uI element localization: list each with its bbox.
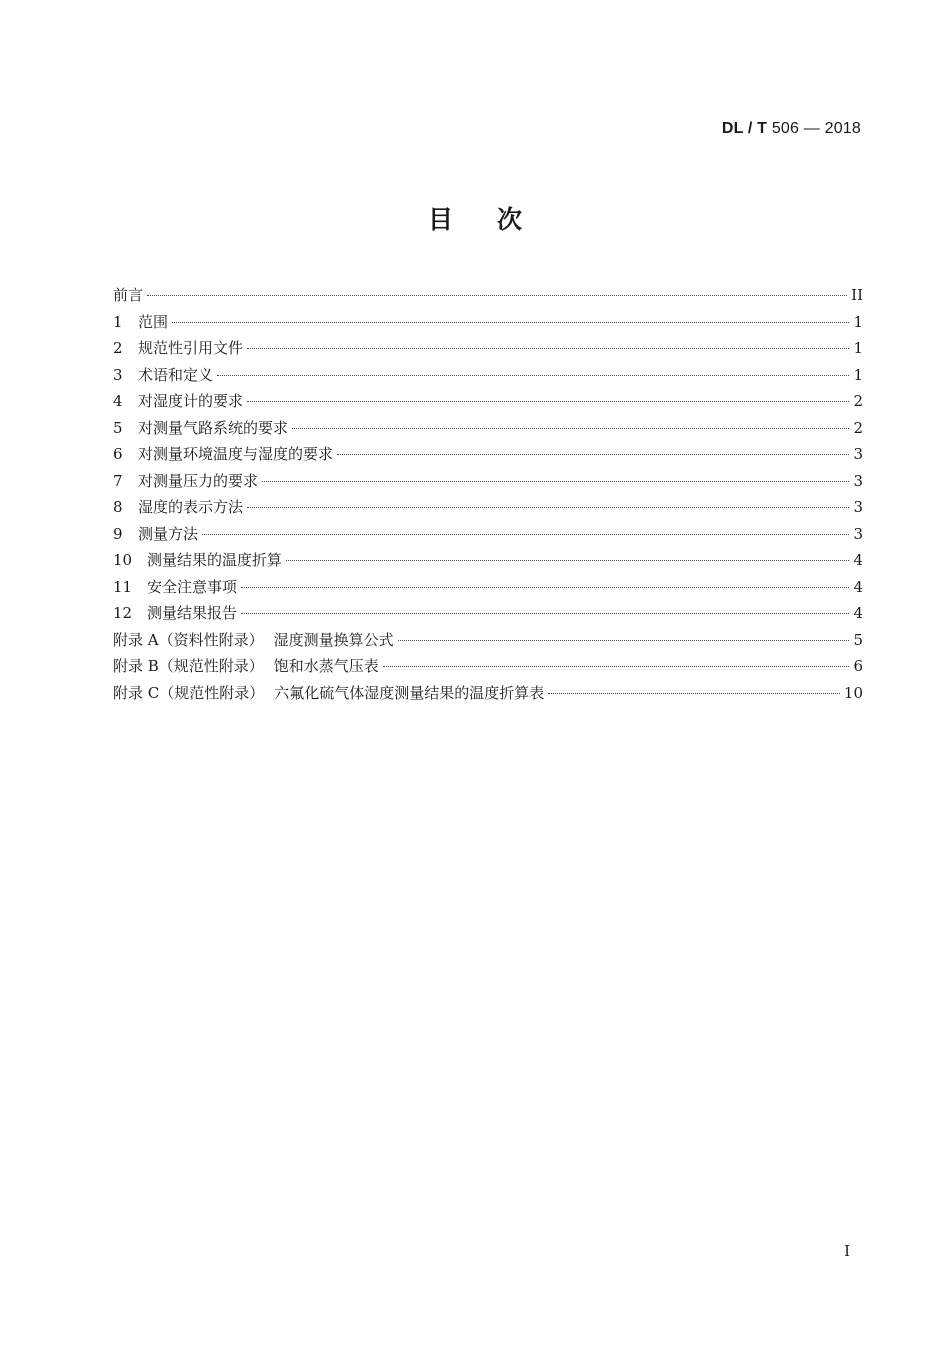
page-title: 目次 <box>427 205 566 234</box>
toc-entry-8[interactable] <box>113 494 863 521</box>
toc-entry-page: 4 <box>853 551 863 569</box>
toc-entry-page: 3 <box>853 445 863 463</box>
toc-dot-leader <box>172 322 849 323</box>
toc-entry-label: 对测量环境温度与湿度的要求 <box>138 445 334 463</box>
toc-entry-page: 3 <box>853 498 863 516</box>
toc-entry-page: 5 <box>853 630 863 649</box>
toc-entry-page: 2 <box>853 392 863 410</box>
toc-entry-label: 对湿度计的要求 <box>138 392 244 410</box>
toc-entry-label: 六氟化硫气体湿度测量结果的温度折算表 <box>274 683 545 702</box>
document-code-prefix: DL / T <box>721 120 772 137</box>
toc-dot-leader <box>383 666 850 667</box>
toc-entry-number: 12 <box>113 604 133 622</box>
toc-entry-number: 附录 A（资料性附录） <box>113 630 264 649</box>
toc-dot-leader <box>262 481 849 482</box>
toc-dot-leader <box>241 587 849 588</box>
toc-entry-label: 对测量气路系统的要求 <box>138 418 289 437</box>
toc-entry-1[interactable] <box>113 309 863 336</box>
toc-entry-page: 3 <box>853 524 863 543</box>
toc-dot-leader <box>247 507 849 508</box>
toc-entry-foreword[interactable] <box>113 282 863 309</box>
toc-entry-label: 范围 <box>138 312 169 331</box>
toc-entry-label: 安全注意事项 <box>147 577 238 596</box>
toc-dot-leader <box>292 428 849 429</box>
toc-entry-page: 1 <box>853 312 863 331</box>
toc-entry-number: 6 <box>113 445 123 463</box>
toc-entry-appendix-b[interactable] <box>113 653 863 680</box>
toc-entry-6[interactable] <box>113 441 863 468</box>
toc-entry-number: 3 <box>113 365 123 384</box>
toc-dot-leader <box>398 640 850 641</box>
document-code-number: 506 — 2018 <box>771 120 861 137</box>
toc-entry-number: 5 <box>113 418 123 437</box>
table-of-contents <box>113 282 863 706</box>
toc-dot-leader <box>241 613 849 614</box>
toc-dot-leader <box>247 348 849 349</box>
toc-entry-label: 对测量压力的要求 <box>138 471 259 490</box>
toc-entry-label: 湿度的表示方法 <box>138 498 244 516</box>
toc-entry-5[interactable] <box>113 415 863 442</box>
toc-entry-number: 附录 B（规范性附录） <box>113 657 264 675</box>
toc-entry-label: 规范性引用文件 <box>138 339 244 357</box>
toc-entry-number: 8 <box>113 498 123 516</box>
toc-entry-page: 2 <box>853 418 863 437</box>
toc-entry-number: 附录 C（规范性附录） <box>113 683 265 702</box>
toc-dot-leader <box>548 693 840 694</box>
toc-entry-page: 1 <box>853 365 863 384</box>
toc-entry-appendix-c[interactable] <box>113 680 863 707</box>
toc-entry-label: 测量方法 <box>138 524 199 543</box>
toc-entry-10[interactable] <box>113 547 863 574</box>
toc-entry-3[interactable] <box>113 362 863 389</box>
toc-entry-11[interactable] <box>113 574 863 601</box>
toc-entry-appendix-a[interactable] <box>113 627 863 654</box>
toc-entry-number: 9 <box>113 524 123 543</box>
toc-entry-7[interactable] <box>113 468 863 495</box>
toc-entry-page: 3 <box>853 471 863 490</box>
toc-entry-9[interactable] <box>113 521 863 548</box>
toc-entry-label: 饱和水蒸气压表 <box>273 657 379 675</box>
toc-entry-label: 前言 <box>113 286 144 304</box>
toc-entry-number: 4 <box>113 392 123 410</box>
toc-entry-page: II <box>851 286 863 304</box>
toc-entry-number: 2 <box>113 339 123 357</box>
toc-dot-leader <box>247 401 849 402</box>
toc-dot-leader <box>337 454 849 455</box>
toc-dot-leader <box>202 534 849 535</box>
toc-entry-4[interactable] <box>113 388 863 415</box>
toc-entry-page: 4 <box>853 577 863 596</box>
toc-entry-number: 7 <box>113 471 123 490</box>
toc-entry-2[interactable] <box>113 335 863 362</box>
toc-entry-label: 湿度测量换算公式 <box>273 630 394 649</box>
page-number: I <box>844 1242 850 1260</box>
toc-entry-page: 1 <box>853 339 863 357</box>
toc-entry-page: 4 <box>853 604 863 622</box>
toc-entry-label: 测量结果的温度折算 <box>147 551 283 569</box>
toc-entry-label: 术语和定义 <box>138 365 214 384</box>
toc-entry-number: 11 <box>113 577 133 596</box>
document-code <box>722 120 861 138</box>
toc-entry-page: 10 <box>843 683 863 702</box>
toc-entry-12[interactable] <box>113 600 863 627</box>
toc-dot-leader <box>217 375 849 376</box>
toc-entry-page: 6 <box>853 657 863 675</box>
toc-dot-leader <box>147 295 847 296</box>
toc-entry-label: 测量结果报告 <box>147 604 238 622</box>
toc-entry-number: 10 <box>113 551 133 569</box>
toc-entry-number: 1 <box>113 312 123 331</box>
toc-dot-leader <box>286 560 849 561</box>
